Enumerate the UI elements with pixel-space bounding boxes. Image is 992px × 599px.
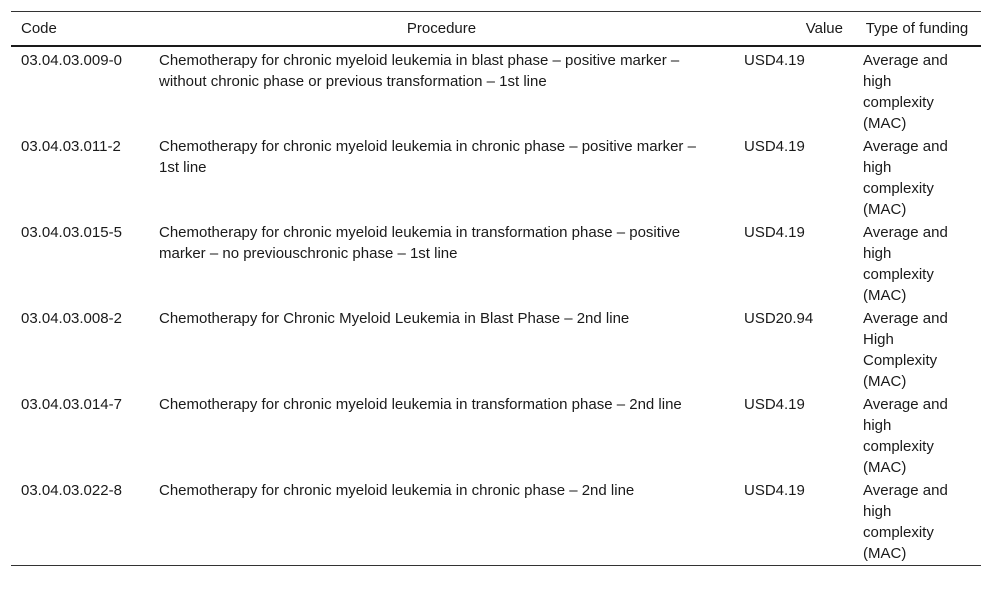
cell-value: USD4.19 (744, 52, 805, 69)
cell-code: 03.04.03.011-2 (21, 138, 121, 155)
header-value: Value (805, 20, 843, 37)
table-row (11, 135, 981, 221)
table-header (11, 12, 981, 47)
cell-code: 03.04.03.008-2 (21, 310, 122, 327)
header-row (11, 12, 981, 47)
cell-value: USD4.19 (744, 224, 805, 241)
procedure-table (11, 11, 981, 566)
cell-funding: Average and High Complexity (MAC) (863, 310, 948, 390)
cell-funding: Average and high complexity (MAC) (863, 138, 948, 218)
header-funding: Type of funding (865, 20, 969, 37)
cell-procedure: Chemotherapy for chronic myeloid leukemia in chronic phase – positive marker – 1st line (159, 138, 696, 176)
cell-value: USD4.19 (744, 482, 805, 499)
cell-code: 03.04.03.014-7 (21, 396, 122, 413)
cell-code: 03.04.03.015-5 (21, 224, 122, 241)
cell-procedure: Chemotherapy for Chronic Myeloid Leukemia in Blast Phase – 2nd line (159, 310, 630, 327)
cell-procedure: Chemotherapy for chronic myeloid leukemia in blast phase – positive marker – without chronic phase or previous transformation – 1st line (159, 52, 680, 90)
cell-funding: Average and high complexity (MAC) (863, 224, 948, 304)
table-body (11, 46, 981, 566)
cell-procedure: Chemotherapy for chronic myeloid leukemia in transformation phase – positive marker – no previouschronic phase – 1st line (159, 224, 681, 262)
header-procedure: Procedure (406, 20, 477, 37)
cell-funding: Average and high complexity (MAC) (863, 52, 948, 132)
cell-code: 03.04.03.022-8 (21, 482, 122, 499)
cell-value: USD20.94 (744, 310, 814, 327)
table-row (11, 221, 981, 307)
header-code: Code (21, 20, 57, 37)
cell-funding: Average and high complexity (MAC) (863, 482, 948, 562)
cell-value: USD4.19 (744, 138, 805, 155)
table-row (11, 393, 981, 479)
table-row (11, 307, 981, 393)
cell-code: 03.04.03.009-0 (21, 52, 122, 69)
table-row (11, 479, 981, 566)
cell-procedure: Chemotherapy for chronic myeloid leukemia in chronic phase – 2nd line (159, 482, 635, 499)
procedure-table-container (11, 11, 981, 566)
cell-value: USD4.19 (744, 396, 805, 413)
cell-procedure: Chemotherapy for chronic myeloid leukemia in transformation phase – 2nd line (159, 396, 682, 413)
cell-funding: Average and high complexity (MAC) (863, 396, 948, 476)
table-row (11, 46, 981, 135)
